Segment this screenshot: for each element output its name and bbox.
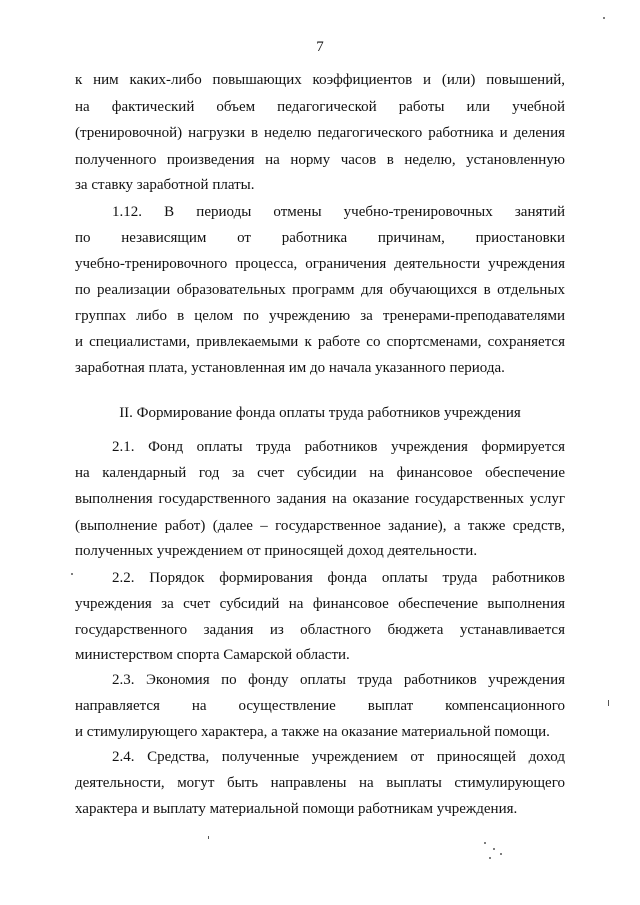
text-line: группах либо в целом по учреждению за тренерами-преподавателями <box>75 308 565 324</box>
scan-speck <box>493 848 495 850</box>
text-line: на фактический объем педагогической работы или учебной <box>75 99 565 115</box>
scan-speck <box>608 700 609 706</box>
text-line: за ставку заработной платы. <box>75 177 255 193</box>
scan-speck <box>500 853 502 855</box>
text-line: по реализации образовательных программ для обучающихся в отдельных <box>75 282 565 298</box>
text-line: заработная плата, установленная им до начала указанного периода. <box>75 360 505 376</box>
page-number: 7 <box>316 39 324 55</box>
text-line: направляется на осуществление выплат компенсационного <box>75 698 565 714</box>
text-line: 2.1. Фонд оплаты труда работников учреждения формируется <box>112 439 565 455</box>
text-line: полученного произведения на норму часов в неделю, установленную <box>75 152 565 168</box>
text-line: характера и выплату материальной помощи работникам учреждения. <box>75 801 518 817</box>
text-line: к ним каких-либо повышающих коэффициентов и (или) повышений, <box>75 72 565 88</box>
text-line: и стимулирующего характера, а также на оказание материальной помощи. <box>75 724 550 740</box>
text-line: выполнения государственного задания на оказание государственных услуг <box>75 491 565 507</box>
text-line: (выполнение работ) (далее – государственное задание), а также средств, <box>75 518 565 534</box>
text-line: министерством спорта Самарской области. <box>75 647 350 663</box>
text-line: и специалистами, привлекаемыми к работе со спортсменами, сохраняется <box>75 334 565 350</box>
text-line: на календарный год за счет субсидии на финансовое обеспечение <box>75 465 565 481</box>
text-line: 2.4. Средства, полученные учреждением от приносящей доход <box>112 749 565 765</box>
scan-speck <box>603 17 605 19</box>
section-heading: II. Формирование фонда оплаты труда работников учреждения <box>119 405 521 421</box>
text-line: полученных учреждением от приносящей доход деятельности. <box>75 543 478 559</box>
text-line: деятельности, могут быть направлены на выплаты стимулирующего <box>75 775 565 791</box>
text-line: 2.2. Порядок формирования фонда оплаты труда работников <box>112 570 565 586</box>
text-line: учебно-тренировочного процесса, ограничения деятельности учреждения <box>75 256 565 272</box>
scan-speck <box>489 857 491 859</box>
text-line: 1.12. В периоды отмены учебно-тренировочных занятий <box>112 204 565 220</box>
text-line: учреждения за счет субсидий на финансовое обеспечение выполнения <box>75 596 565 612</box>
text-line: 2.3. Экономия по фонду оплаты труда работников учреждения <box>112 672 565 688</box>
text-line: по независящим от работника причинам, приостановки <box>75 230 565 246</box>
scan-speck <box>208 836 209 839</box>
scan-speck <box>71 573 73 575</box>
text-line: государственного задания из областного бюджета устанавливается <box>75 622 565 638</box>
text-line: (тренировочной) нагрузки в неделю педагогического работника и деления <box>75 125 565 141</box>
scan-speck <box>484 842 486 844</box>
